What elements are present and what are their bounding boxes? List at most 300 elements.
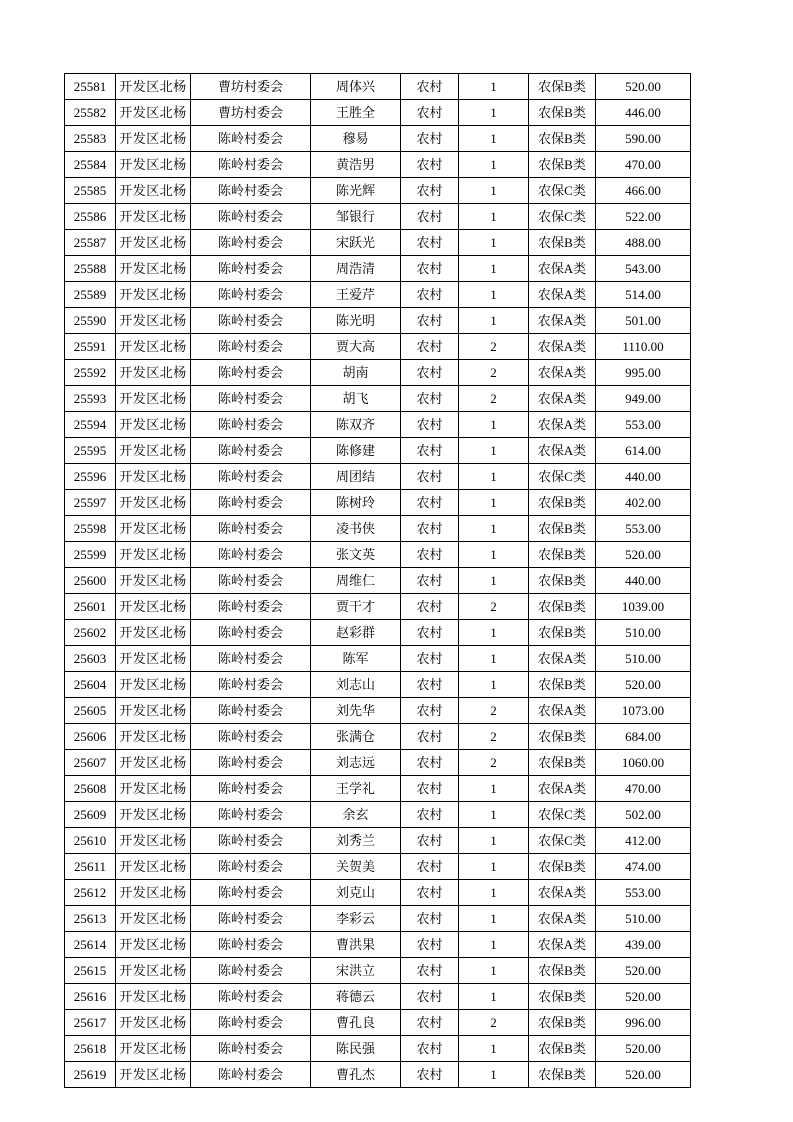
cell-name: 贾干才 bbox=[311, 594, 401, 620]
table-row bbox=[65, 126, 691, 152]
cell-count: 2 bbox=[459, 1010, 529, 1036]
cell-village: 陈岭村委会 bbox=[191, 828, 311, 854]
cell-count: 1 bbox=[459, 828, 529, 854]
table-row bbox=[65, 74, 691, 100]
cell-amount: 553.00 bbox=[596, 412, 691, 438]
cell-insurance_type: 农保B类 bbox=[529, 1036, 596, 1062]
cell-name: 曹孔杰 bbox=[311, 1062, 401, 1088]
cell-district: 开发区北杨 bbox=[116, 620, 191, 646]
table-row bbox=[65, 282, 691, 308]
cell-name: 王胜全 bbox=[311, 100, 401, 126]
cell-insurance_type: 农保A类 bbox=[529, 412, 596, 438]
cell-amount: 1060.00 bbox=[596, 750, 691, 776]
table-row bbox=[65, 1010, 691, 1036]
cell-village: 陈岭村委会 bbox=[191, 464, 311, 490]
cell-residence: 农村 bbox=[401, 880, 459, 906]
cell-serial: 25598 bbox=[65, 516, 116, 542]
cell-residence: 农村 bbox=[401, 620, 459, 646]
cell-amount: 440.00 bbox=[596, 464, 691, 490]
cell-serial: 25586 bbox=[65, 204, 116, 230]
cell-name: 刘克山 bbox=[311, 880, 401, 906]
cell-amount: 995.00 bbox=[596, 360, 691, 386]
cell-district: 开发区北杨 bbox=[116, 984, 191, 1010]
cell-count: 1 bbox=[459, 126, 529, 152]
cell-district: 开发区北杨 bbox=[116, 204, 191, 230]
cell-insurance_type: 农保B类 bbox=[529, 152, 596, 178]
cell-name: 宋跃光 bbox=[311, 230, 401, 256]
cell-serial: 25583 bbox=[65, 126, 116, 152]
cell-village: 陈岭村委会 bbox=[191, 490, 311, 516]
table-row bbox=[65, 438, 691, 464]
cell-village: 陈岭村委会 bbox=[191, 386, 311, 412]
cell-serial: 25584 bbox=[65, 152, 116, 178]
cell-amount: 522.00 bbox=[596, 204, 691, 230]
cell-serial: 25590 bbox=[65, 308, 116, 334]
cell-insurance_type: 农保C类 bbox=[529, 204, 596, 230]
cell-count: 1 bbox=[459, 100, 529, 126]
cell-name: 陈军 bbox=[311, 646, 401, 672]
cell-village: 陈岭村委会 bbox=[191, 334, 311, 360]
cell-amount: 514.00 bbox=[596, 282, 691, 308]
cell-amount: 520.00 bbox=[596, 958, 691, 984]
cell-serial: 25617 bbox=[65, 1010, 116, 1036]
cell-count: 1 bbox=[459, 906, 529, 932]
cell-insurance_type: 农保A类 bbox=[529, 282, 596, 308]
cell-count: 2 bbox=[459, 698, 529, 724]
cell-name: 刘志山 bbox=[311, 672, 401, 698]
cell-amount: 440.00 bbox=[596, 568, 691, 594]
cell-serial: 25602 bbox=[65, 620, 116, 646]
cell-village: 陈岭村委会 bbox=[191, 724, 311, 750]
cell-village: 陈岭村委会 bbox=[191, 880, 311, 906]
cell-amount: 543.00 bbox=[596, 256, 691, 282]
cell-count: 1 bbox=[459, 776, 529, 802]
cell-serial: 25594 bbox=[65, 412, 116, 438]
cell-district: 开发区北杨 bbox=[116, 542, 191, 568]
cell-serial: 25593 bbox=[65, 386, 116, 412]
cell-count: 1 bbox=[459, 932, 529, 958]
cell-count: 2 bbox=[459, 750, 529, 776]
table-row bbox=[65, 490, 691, 516]
cell-district: 开发区北杨 bbox=[116, 256, 191, 282]
cell-district: 开发区北杨 bbox=[116, 568, 191, 594]
cell-name: 陈光辉 bbox=[311, 178, 401, 204]
cell-serial: 25600 bbox=[65, 568, 116, 594]
cell-district: 开发区北杨 bbox=[116, 776, 191, 802]
cell-name: 陈修建 bbox=[311, 438, 401, 464]
cell-village: 陈岭村委会 bbox=[191, 178, 311, 204]
cell-district: 开发区北杨 bbox=[116, 386, 191, 412]
cell-amount: 510.00 bbox=[596, 620, 691, 646]
cell-residence: 农村 bbox=[401, 958, 459, 984]
table-row bbox=[65, 1036, 691, 1062]
cell-residence: 农村 bbox=[401, 178, 459, 204]
table-row bbox=[65, 308, 691, 334]
cell-count: 1 bbox=[459, 152, 529, 178]
cell-insurance_type: 农保A类 bbox=[529, 334, 596, 360]
cell-count: 2 bbox=[459, 594, 529, 620]
table-row bbox=[65, 542, 691, 568]
cell-residence: 农村 bbox=[401, 74, 459, 100]
cell-village: 陈岭村委会 bbox=[191, 412, 311, 438]
cell-residence: 农村 bbox=[401, 386, 459, 412]
cell-residence: 农村 bbox=[401, 516, 459, 542]
cell-district: 开发区北杨 bbox=[116, 464, 191, 490]
table-row bbox=[65, 100, 691, 126]
cell-serial: 25611 bbox=[65, 854, 116, 880]
cell-count: 1 bbox=[459, 802, 529, 828]
cell-insurance_type: 农保A类 bbox=[529, 880, 596, 906]
cell-district: 开发区北杨 bbox=[116, 802, 191, 828]
cell-residence: 农村 bbox=[401, 594, 459, 620]
cell-residence: 农村 bbox=[401, 750, 459, 776]
cell-serial: 25589 bbox=[65, 282, 116, 308]
cell-amount: 520.00 bbox=[596, 542, 691, 568]
table-row bbox=[65, 984, 691, 1010]
cell-residence: 农村 bbox=[401, 152, 459, 178]
cell-village: 陈岭村委会 bbox=[191, 542, 311, 568]
cell-insurance_type: 农保A类 bbox=[529, 698, 596, 724]
cell-village: 陈岭村委会 bbox=[191, 906, 311, 932]
table-row bbox=[65, 334, 691, 360]
cell-village: 陈岭村委会 bbox=[191, 594, 311, 620]
table-row bbox=[65, 1062, 691, 1088]
cell-insurance_type: 农保A类 bbox=[529, 386, 596, 412]
cell-district: 开发区北杨 bbox=[116, 646, 191, 672]
cell-name: 邹银行 bbox=[311, 204, 401, 230]
cell-residence: 农村 bbox=[401, 776, 459, 802]
cell-district: 开发区北杨 bbox=[116, 282, 191, 308]
cell-amount: 520.00 bbox=[596, 74, 691, 100]
cell-count: 1 bbox=[459, 854, 529, 880]
cell-village: 陈岭村委会 bbox=[191, 256, 311, 282]
cell-name: 陈民强 bbox=[311, 1036, 401, 1062]
cell-serial: 25605 bbox=[65, 698, 116, 724]
cell-count: 1 bbox=[459, 282, 529, 308]
cell-insurance_type: 农保C类 bbox=[529, 464, 596, 490]
table-row bbox=[65, 152, 691, 178]
cell-district: 开发区北杨 bbox=[116, 1062, 191, 1088]
cell-count: 1 bbox=[459, 542, 529, 568]
cell-district: 开发区北杨 bbox=[116, 1010, 191, 1036]
cell-serial: 25606 bbox=[65, 724, 116, 750]
cell-serial: 25585 bbox=[65, 178, 116, 204]
cell-amount: 412.00 bbox=[596, 828, 691, 854]
cell-name: 曹洪果 bbox=[311, 932, 401, 958]
table-row bbox=[65, 594, 691, 620]
cell-residence: 农村 bbox=[401, 1062, 459, 1088]
cell-district: 开发区北杨 bbox=[116, 750, 191, 776]
cell-name: 曹孔良 bbox=[311, 1010, 401, 1036]
cell-village: 陈岭村委会 bbox=[191, 672, 311, 698]
cell-district: 开发区北杨 bbox=[116, 230, 191, 256]
cell-residence: 农村 bbox=[401, 230, 459, 256]
cell-serial: 25616 bbox=[65, 984, 116, 1010]
cell-amount: 488.00 bbox=[596, 230, 691, 256]
cell-insurance_type: 农保A类 bbox=[529, 932, 596, 958]
cell-amount: 510.00 bbox=[596, 906, 691, 932]
cell-name: 刘志远 bbox=[311, 750, 401, 776]
cell-residence: 农村 bbox=[401, 100, 459, 126]
table-row bbox=[65, 776, 691, 802]
cell-count: 1 bbox=[459, 204, 529, 230]
cell-serial: 25608 bbox=[65, 776, 116, 802]
cell-name: 刘秀兰 bbox=[311, 828, 401, 854]
cell-residence: 农村 bbox=[401, 464, 459, 490]
cell-village: 陈岭村委会 bbox=[191, 1036, 311, 1062]
cell-amount: 553.00 bbox=[596, 516, 691, 542]
cell-amount: 520.00 bbox=[596, 1036, 691, 1062]
cell-insurance_type: 农保A类 bbox=[529, 256, 596, 282]
cell-serial: 25618 bbox=[65, 1036, 116, 1062]
cell-insurance_type: 农保A类 bbox=[529, 776, 596, 802]
cell-amount: 466.00 bbox=[596, 178, 691, 204]
cell-count: 1 bbox=[459, 958, 529, 984]
cell-count: 1 bbox=[459, 672, 529, 698]
cell-insurance_type: 农保B类 bbox=[529, 984, 596, 1010]
cell-name: 关贺美 bbox=[311, 854, 401, 880]
cell-insurance_type: 农保B类 bbox=[529, 958, 596, 984]
cell-village: 陈岭村委会 bbox=[191, 204, 311, 230]
cell-serial: 25581 bbox=[65, 74, 116, 100]
cell-amount: 614.00 bbox=[596, 438, 691, 464]
cell-count: 1 bbox=[459, 438, 529, 464]
table-row bbox=[65, 880, 691, 906]
cell-name: 张文英 bbox=[311, 542, 401, 568]
table-row bbox=[65, 386, 691, 412]
cell-count: 1 bbox=[459, 74, 529, 100]
cell-serial: 25601 bbox=[65, 594, 116, 620]
cell-name: 陈双齐 bbox=[311, 412, 401, 438]
cell-amount: 501.00 bbox=[596, 308, 691, 334]
cell-village: 陈岭村委会 bbox=[191, 776, 311, 802]
cell-residence: 农村 bbox=[401, 126, 459, 152]
cell-name: 陈树玲 bbox=[311, 490, 401, 516]
cell-village: 陈岭村委会 bbox=[191, 932, 311, 958]
cell-count: 1 bbox=[459, 646, 529, 672]
table-row bbox=[65, 620, 691, 646]
cell-village: 陈岭村委会 bbox=[191, 854, 311, 880]
table-row bbox=[65, 802, 691, 828]
cell-residence: 农村 bbox=[401, 542, 459, 568]
cell-name: 周维仁 bbox=[311, 568, 401, 594]
cell-insurance_type: 农保A类 bbox=[529, 646, 596, 672]
cell-village: 陈岭村委会 bbox=[191, 126, 311, 152]
cell-insurance_type: 农保B类 bbox=[529, 750, 596, 776]
cell-count: 1 bbox=[459, 1036, 529, 1062]
cell-insurance_type: 农保C类 bbox=[529, 178, 596, 204]
cell-amount: 510.00 bbox=[596, 646, 691, 672]
cell-name: 胡飞 bbox=[311, 386, 401, 412]
payment-table bbox=[64, 73, 691, 1088]
cell-count: 1 bbox=[459, 620, 529, 646]
cell-insurance_type: 农保A类 bbox=[529, 438, 596, 464]
cell-count: 2 bbox=[459, 386, 529, 412]
cell-village: 陈岭村委会 bbox=[191, 438, 311, 464]
cell-serial: 25613 bbox=[65, 906, 116, 932]
cell-insurance_type: 农保B类 bbox=[529, 568, 596, 594]
table-row bbox=[65, 464, 691, 490]
cell-village: 陈岭村委会 bbox=[191, 230, 311, 256]
cell-name: 穆易 bbox=[311, 126, 401, 152]
cell-district: 开发区北杨 bbox=[116, 1036, 191, 1062]
cell-serial: 25599 bbox=[65, 542, 116, 568]
cell-village: 陈岭村委会 bbox=[191, 698, 311, 724]
cell-insurance_type: 农保B类 bbox=[529, 594, 596, 620]
cell-residence: 农村 bbox=[401, 854, 459, 880]
cell-district: 开发区北杨 bbox=[116, 360, 191, 386]
cell-insurance_type: 农保A类 bbox=[529, 906, 596, 932]
cell-residence: 农村 bbox=[401, 1010, 459, 1036]
cell-count: 1 bbox=[459, 230, 529, 256]
table-row bbox=[65, 672, 691, 698]
cell-count: 1 bbox=[459, 490, 529, 516]
cell-name: 凌书侠 bbox=[311, 516, 401, 542]
cell-district: 开发区北杨 bbox=[116, 880, 191, 906]
cell-count: 1 bbox=[459, 256, 529, 282]
cell-district: 开发区北杨 bbox=[116, 438, 191, 464]
table-row bbox=[65, 360, 691, 386]
cell-count: 1 bbox=[459, 178, 529, 204]
cell-name: 胡南 bbox=[311, 360, 401, 386]
cell-residence: 农村 bbox=[401, 568, 459, 594]
cell-district: 开发区北杨 bbox=[116, 594, 191, 620]
cell-serial: 25595 bbox=[65, 438, 116, 464]
cell-insurance_type: 农保B类 bbox=[529, 74, 596, 100]
cell-name: 刘先华 bbox=[311, 698, 401, 724]
cell-serial: 25612 bbox=[65, 880, 116, 906]
table-row bbox=[65, 828, 691, 854]
cell-district: 开发区北杨 bbox=[116, 152, 191, 178]
cell-village: 陈岭村委会 bbox=[191, 620, 311, 646]
cell-insurance_type: 农保A类 bbox=[529, 308, 596, 334]
cell-insurance_type: 农保B类 bbox=[529, 230, 596, 256]
cell-village: 陈岭村委会 bbox=[191, 958, 311, 984]
cell-name: 余玄 bbox=[311, 802, 401, 828]
cell-district: 开发区北杨 bbox=[116, 932, 191, 958]
cell-insurance_type: 农保B类 bbox=[529, 126, 596, 152]
cell-village: 陈岭村委会 bbox=[191, 282, 311, 308]
table-row bbox=[65, 854, 691, 880]
cell-amount: 949.00 bbox=[596, 386, 691, 412]
cell-residence: 农村 bbox=[401, 438, 459, 464]
cell-serial: 25592 bbox=[65, 360, 116, 386]
cell-count: 1 bbox=[459, 984, 529, 1010]
cell-insurance_type: 农保B类 bbox=[529, 1010, 596, 1036]
cell-residence: 农村 bbox=[401, 906, 459, 932]
cell-name: 宋洪立 bbox=[311, 958, 401, 984]
cell-insurance_type: 农保C类 bbox=[529, 828, 596, 854]
cell-insurance_type: 农保B类 bbox=[529, 100, 596, 126]
cell-district: 开发区北杨 bbox=[116, 672, 191, 698]
cell-name: 陈光明 bbox=[311, 308, 401, 334]
cell-residence: 农村 bbox=[401, 802, 459, 828]
cell-residence: 农村 bbox=[401, 984, 459, 1010]
cell-amount: 470.00 bbox=[596, 776, 691, 802]
cell-amount: 474.00 bbox=[596, 854, 691, 880]
cell-district: 开发区北杨 bbox=[116, 334, 191, 360]
table-row bbox=[65, 568, 691, 594]
cell-amount: 1110.00 bbox=[596, 334, 691, 360]
cell-residence: 农村 bbox=[401, 360, 459, 386]
cell-insurance_type: 农保B类 bbox=[529, 490, 596, 516]
cell-district: 开发区北杨 bbox=[116, 906, 191, 932]
cell-village: 陈岭村委会 bbox=[191, 516, 311, 542]
cell-insurance_type: 农保B类 bbox=[529, 672, 596, 698]
cell-district: 开发区北杨 bbox=[116, 74, 191, 100]
cell-count: 1 bbox=[459, 308, 529, 334]
table-row bbox=[65, 516, 691, 542]
cell-amount: 1073.00 bbox=[596, 698, 691, 724]
cell-village: 陈岭村委会 bbox=[191, 1062, 311, 1088]
cell-village: 陈岭村委会 bbox=[191, 152, 311, 178]
cell-count: 1 bbox=[459, 1062, 529, 1088]
cell-count: 1 bbox=[459, 412, 529, 438]
cell-name: 赵彩群 bbox=[311, 620, 401, 646]
cell-amount: 520.00 bbox=[596, 1062, 691, 1088]
cell-name: 蒋德云 bbox=[311, 984, 401, 1010]
cell-name: 王爱芹 bbox=[311, 282, 401, 308]
table-row bbox=[65, 256, 691, 282]
cell-district: 开发区北杨 bbox=[116, 724, 191, 750]
cell-amount: 590.00 bbox=[596, 126, 691, 152]
cell-residence: 农村 bbox=[401, 282, 459, 308]
cell-serial: 25588 bbox=[65, 256, 116, 282]
table-row bbox=[65, 230, 691, 256]
cell-district: 开发区北杨 bbox=[116, 516, 191, 542]
cell-village: 陈岭村委会 bbox=[191, 984, 311, 1010]
cell-count: 2 bbox=[459, 360, 529, 386]
cell-insurance_type: 农保B类 bbox=[529, 854, 596, 880]
cell-residence: 农村 bbox=[401, 204, 459, 230]
cell-residence: 农村 bbox=[401, 412, 459, 438]
cell-district: 开发区北杨 bbox=[116, 178, 191, 204]
cell-name: 李彩云 bbox=[311, 906, 401, 932]
cell-residence: 农村 bbox=[401, 828, 459, 854]
cell-insurance_type: 农保C类 bbox=[529, 802, 596, 828]
cell-name: 周团结 bbox=[311, 464, 401, 490]
cell-village: 陈岭村委会 bbox=[191, 568, 311, 594]
cell-serial: 25603 bbox=[65, 646, 116, 672]
cell-village: 陈岭村委会 bbox=[191, 750, 311, 776]
cell-count: 1 bbox=[459, 516, 529, 542]
cell-name: 周体兴 bbox=[311, 74, 401, 100]
cell-name: 贾大高 bbox=[311, 334, 401, 360]
cell-amount: 520.00 bbox=[596, 984, 691, 1010]
cell-district: 开发区北杨 bbox=[116, 100, 191, 126]
cell-insurance_type: 农保B类 bbox=[529, 724, 596, 750]
table-row bbox=[65, 698, 691, 724]
cell-residence: 农村 bbox=[401, 672, 459, 698]
cell-amount: 553.00 bbox=[596, 880, 691, 906]
table-row bbox=[65, 724, 691, 750]
table-row bbox=[65, 932, 691, 958]
cell-district: 开发区北杨 bbox=[116, 958, 191, 984]
cell-village: 陈岭村委会 bbox=[191, 1010, 311, 1036]
cell-serial: 25609 bbox=[65, 802, 116, 828]
cell-residence: 农村 bbox=[401, 256, 459, 282]
cell-district: 开发区北杨 bbox=[116, 490, 191, 516]
cell-district: 开发区北杨 bbox=[116, 828, 191, 854]
cell-count: 2 bbox=[459, 334, 529, 360]
cell-count: 2 bbox=[459, 724, 529, 750]
cell-village: 陈岭村委会 bbox=[191, 360, 311, 386]
cell-name: 张满仓 bbox=[311, 724, 401, 750]
cell-count: 1 bbox=[459, 568, 529, 594]
cell-serial: 25619 bbox=[65, 1062, 116, 1088]
cell-village: 曹坊村委会 bbox=[191, 74, 311, 100]
cell-serial: 25604 bbox=[65, 672, 116, 698]
